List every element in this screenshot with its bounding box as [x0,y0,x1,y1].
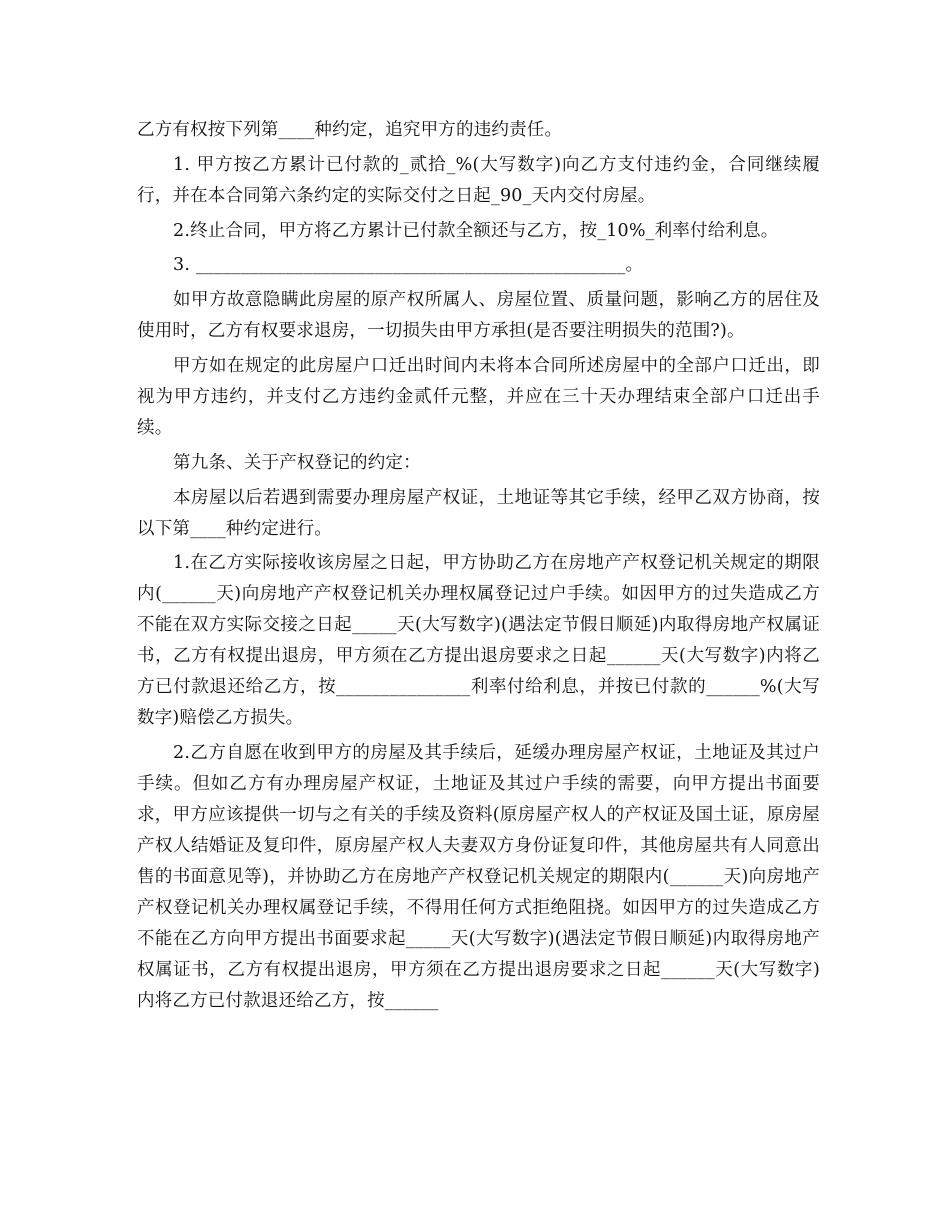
clause-paragraph-option-2: 2.终止合同，甲方将乙方累计已付款全额还与乙方，按_10%_利率付给利息。 [173,220,779,241]
clause-paragraph-option-1: 1. 甲方按乙方累计已付款的_贰拾_%(大写数字)向乙方支付违约金，合同继续履行，并在本合同第六条约定的实际交付之日起_90_天内交付房屋。 [137,154,820,206]
clause-paragraph-article-9-option-2: 2.乙方自愿在收到甲方的房屋及其手续后，延缓办理房屋产权证，土地证及其过户手续。但如乙方有办理房屋产权证，土地证及其过户手续的需要，向甲方提出书面要求，甲方应该提供一切与之有关的手续及资料(原房屋产权人的产权证及国土证，原房屋产权人结婚证及复印件，原房屋产权人夫妻双方身份证复印件，其他房屋共有人同意出售的书面意见等)，并协助乙方在房地产产权登记机关规定的期限内(______天)向房地产产权登记机关办理权属登记手续，不得用任何方式拒绝阻挠。如因甲方的过失造成乙方不能在乙方向甲方提出书面要求起_____天(大写数字)(遇法定节假日顺延)内取得房地产权属证书，乙方有权提出退房，甲方须在乙方提出退房要求之日起______天(大写数字)内将乙方已付款退还给乙方，按______ [137,743,820,1012]
clause-paragraph-article-9-intro: 本房屋以后若遇到需要办理房屋产权证，土地证等其它手续，经甲乙双方协商，按以下第____种约定进行。 [137,487,820,539]
clause-paragraph-concealment: 如甲方故意隐瞒此房屋的原产权所属人、房屋位置、质量问题，影响乙方的居住及使用时，乙方有权要求退房，一切损失由甲方承担(是否要注明损失的范围?)。 [137,290,820,342]
clause-paragraph-article-9-option-1: 1.在乙方实际接收该房屋之日起，甲方协助乙方在房地产产权登记机关规定的期限内(______天)向房地产产权登记机关办理权属登记过户手续。如因甲方的过失造成乙方不能在双方实际交接之日起_____天(大写数字)(遇法定节假日顺延)内取得房地产权属证书，乙方有权提出退房，甲方须在乙方提出退房要求之日起______天(大写数字)内将乙方已付款退还给乙方，按_______________利率付给利息，并按已付款的______%(大写数字)赔偿乙方损失。 [137,553,820,729]
clause-paragraph-intro: 乙方有权按下列第____种约定，追究甲方的违约责任。 [137,120,563,140]
clause-paragraph-option-3: 3. ________________________________________________。 [173,255,644,276]
section-heading-article-9: 第九条、关于产权登记的约定： [173,452,421,473]
contract-body [137,115,820,1017]
clause-paragraph-household-registration: 甲方如在规定的此房屋户口迁出时间内未将本合同所述房屋中的全部户口迁出，即视为甲方违约，并支付乙方违约金贰仟元整，并应在三十天办理结束全部户口迁出手续。 [137,355,820,438]
